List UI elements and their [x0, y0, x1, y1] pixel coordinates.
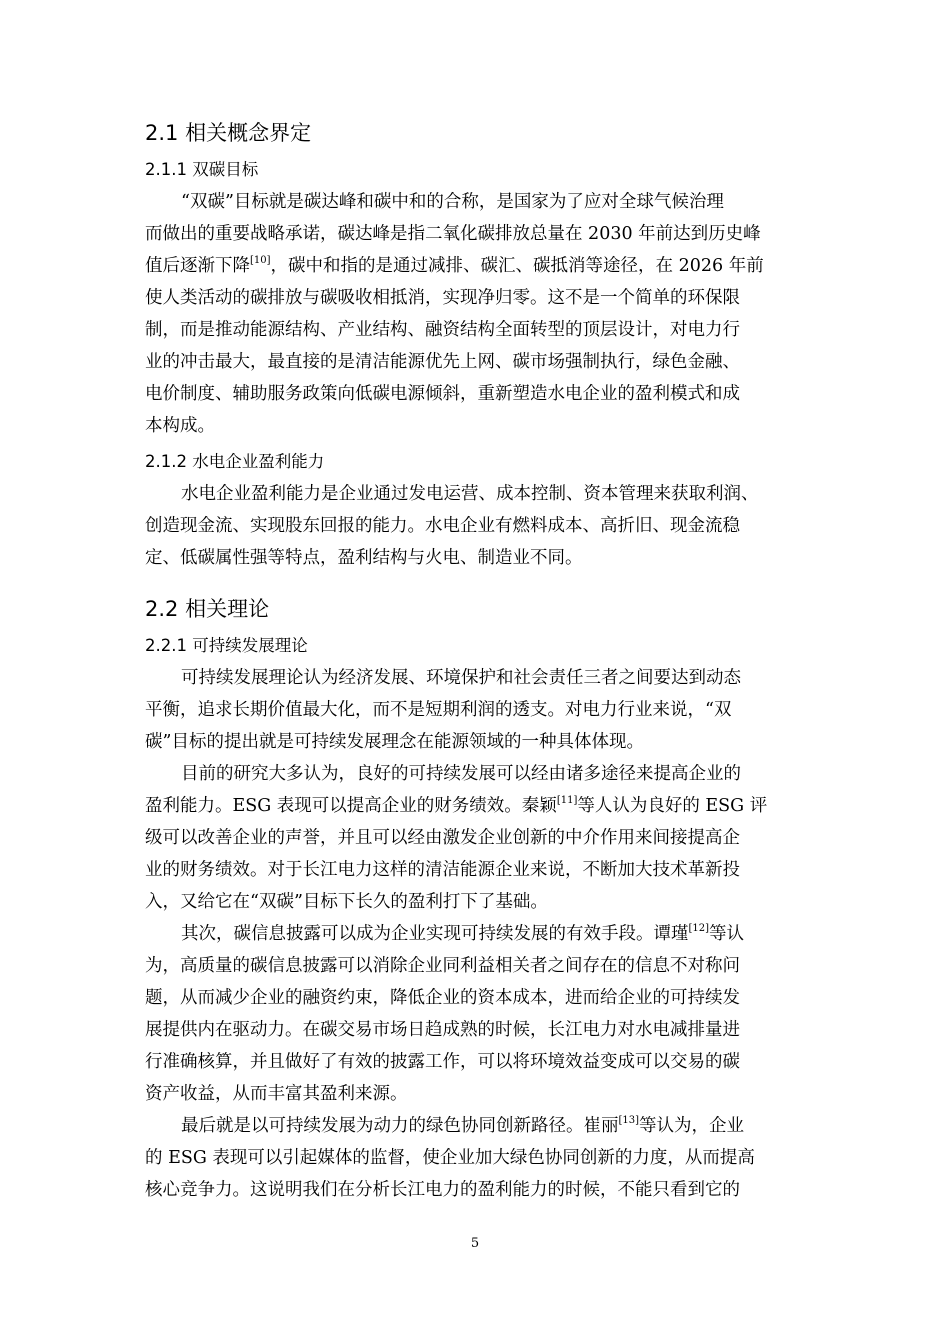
text-line: [145, 282, 805, 314]
text-run: 等认: [709, 924, 745, 944]
text-run: ，碳中和指的是通过减排、碳汇、碳抵消等途径，在 2026 年前: [270, 256, 764, 276]
citation-ref: [12]: [688, 923, 710, 934]
text-run: 的 ESG 表现可以引起媒体的监督，使企业加大绿色协同创新的力度，从而提高: [145, 1148, 755, 1168]
text-line: [145, 982, 805, 1014]
text-run: 为，高质量的碳信息披露可以消除企业同利益相关者之间存在的信息不对称问: [145, 956, 740, 976]
text-run: 使人类活动的碳排放与碳吸收相抵消，实现净归零。这不是一个简单的环保限: [145, 288, 740, 308]
text-line: [145, 314, 805, 346]
text-run: 等认为，企业: [639, 1116, 745, 1136]
text-line: [145, 510, 805, 542]
text-line: [145, 1110, 805, 1142]
text-line: [145, 886, 805, 918]
text-run: 制，而是推动能源结构、产业结构、融资结构全面转型的顶层设计，对电力行: [145, 320, 740, 340]
citation-ref: [10]: [250, 255, 271, 266]
text-run: 最后就是以可持续发展为动力的绿色协同创新路径。崔丽: [181, 1116, 619, 1136]
text-run: 入，又给它在“双碳”目标下长久的盈利打下了基础。: [145, 892, 548, 912]
text-run: 电价制度、辅助服务政策向低碳电源倾斜，重新塑造水电企业的盈利模式和成: [145, 384, 740, 404]
citation-ref: [13]: [618, 1115, 640, 1126]
text-run: 盈利能力。ESG 表现可以提高企业的财务绩效。秦颖: [145, 796, 557, 816]
text-line: [145, 478, 805, 510]
text-run: 其次，碳信息披露可以成为企业实现可持续发展的有效手段。谭瑾: [181, 924, 689, 944]
paragraph: [145, 662, 805, 758]
text-line: [145, 662, 805, 694]
text-run: 业的财务绩效。对于长江电力这样的清洁能源企业来说，不断加大技术革新投: [145, 860, 740, 880]
text-run: 而做出的重要战略承诺，碳达峰是指二氧化碳排放总量在 2030 年前达到历史峰: [145, 224, 761, 244]
paragraph: [145, 186, 805, 442]
subsection-heading: 2.2.1 可持续发展理论: [145, 636, 308, 655]
text-line: [145, 1014, 805, 1046]
paragraph: [145, 918, 805, 1110]
page-number: 5: [470, 1236, 480, 1251]
section-heading: 2.2 相关理论: [145, 597, 270, 621]
subsection-heading: 2.1.2 水电企业盈利能力: [145, 452, 325, 471]
text-line: [145, 218, 805, 250]
text-run: 资产收益，从而丰富其盈利来源。: [145, 1084, 408, 1104]
text-run: 值后逐渐下降: [145, 256, 250, 276]
text-run: 等人认为良好的 ESG 评: [577, 796, 768, 816]
text-line: [145, 1046, 805, 1078]
text-run: 展提供内在驱动力。在碳交易市场日趋成熟的时候，长江电力对水电减排量进: [145, 1020, 740, 1040]
text-run: 定、低碳属性强等特点，盈利结构与火电、制造业不同。: [145, 548, 583, 568]
text-run: 核心竞争力。这说明我们在分析长江电力的盈利能力的时候，不能只看到它的: [145, 1180, 740, 1200]
text-line: [145, 1174, 805, 1206]
text-line: [145, 790, 805, 822]
citation-ref: [11]: [556, 795, 578, 806]
text-line: [145, 950, 805, 982]
page-content: [145, 112, 805, 1206]
text-line: [145, 726, 805, 758]
text-line: [145, 1142, 805, 1174]
text-line: [145, 758, 805, 790]
text-run: 可持续发展理论认为经济发展、环境保护和社会责任三者之间要达到动态: [181, 668, 741, 688]
text-run: 创造现金流、实现股东回报的能力。水电企业有燃料成本、高折旧、现金流稳: [145, 516, 740, 536]
text-line: [145, 346, 805, 378]
text-line: [145, 854, 805, 886]
paragraph: [145, 1110, 805, 1206]
text-line: [145, 378, 805, 410]
text-run: 行准确核算，并且做好了有效的披露工作，可以将环境效益变成可以交易的碳: [145, 1052, 740, 1072]
text-run: 平衡，追求长期价值最大化，而不是短期利润的透支。对电力行业来说，“双: [145, 700, 732, 720]
spacer: [145, 574, 805, 588]
text-line: [145, 250, 805, 282]
text-run: “双碳”目标就是碳达峰和碳中和的合称，是国家为了应对全球气候治理: [181, 192, 724, 212]
text-line: [145, 410, 805, 442]
text-line: [145, 186, 805, 218]
text-run: 级可以改善企业的声誉，并且可以经由激发企业创新的中介作用来间接提高企: [145, 828, 740, 848]
paragraph: [145, 478, 805, 574]
text-run: 本构成。: [145, 416, 215, 436]
text-line: [145, 822, 805, 854]
subsection-heading: 2.1.1 双碳目标: [145, 160, 259, 179]
text-run: 碳”目标的提出就是可持续发展理念在能源领域的一种具体体现。: [145, 732, 644, 752]
text-line: [145, 694, 805, 726]
text-line: [145, 542, 805, 574]
text-run: 目前的研究大多认为，良好的可持续发展可以经由诸多途径来提高企业的: [181, 764, 741, 784]
text-line: [145, 1078, 805, 1110]
text-run: 业的冲击最大，最直接的是清洁能源优先上网、碳市场强制执行，绿色金融、: [145, 352, 740, 372]
text-run: 水电企业盈利能力是企业通过发电运营、成本控制、资本管理来获取利润、: [181, 484, 759, 504]
section-heading: 2.1 相关概念界定: [145, 121, 312, 145]
text-line: [145, 918, 805, 950]
paragraph: [145, 758, 805, 918]
text-run: 题，从而减少企业的融资约束，降低企业的资本成本，进而给企业的可持续发: [145, 988, 740, 1008]
